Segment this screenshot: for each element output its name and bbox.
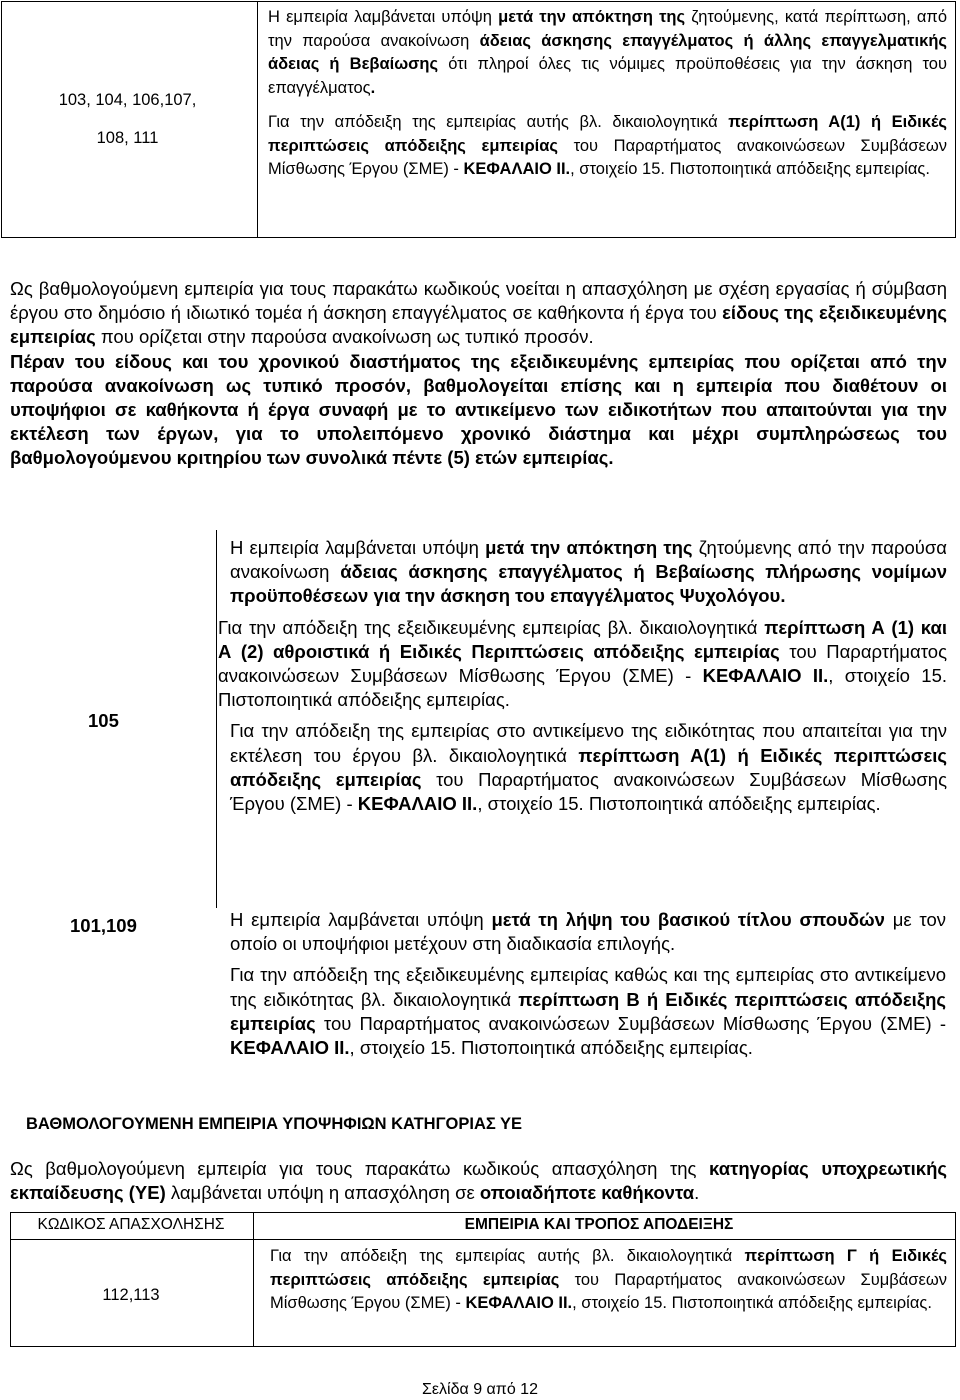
bold-text-run: κατηγορίας υποχρεωτικής εκπαίδευσης (ΥΕ) (10, 1158, 948, 1204)
text-run: , στοιχείο 15. Πιστοποιητικά απόδειξης εμπειρίας. (572, 1294, 932, 1312)
ye-intro (10, 1157, 947, 1205)
experience-paragraph (268, 6, 947, 100)
bold-text-run: μετά την απόκτηση της (485, 537, 693, 558)
experience-description-cell (218, 536, 947, 816)
column-header-code: ΚΩΔΙΚΟΣ ΑΠΑΣΧΟΛΗΣΗΣ (37, 1216, 225, 1233)
bold-text-run: περίπτωση Α(1) ή Ειδικές περιπτώσεις απόδειξης εμπειρίας (230, 744, 947, 790)
bold-text-run: ΚΕΦΑΛΑΙΟ ΙΙ. (465, 1294, 573, 1312)
text-run: με τον οποίο οι υποψήφιοι μετέχουν στη διαδικασία επιλογής. (230, 909, 946, 955)
bold-text-run: ΚΕΦΑΛΑΙΟ ΙΙ. (702, 665, 829, 687)
column-header-experience: ΕΜΠΕΙΡΙΑ ΚΑΙ ΤΡΟΠΟΣ ΑΠΟΔΕΙΞΗΣ (464, 1216, 734, 1233)
text-run: του Παραρτήματος ανακοινώσεων Συμβάσεων Μίσθωσης Έργου (ΣΜΕ) - (218, 640, 947, 687)
column-divider (216, 530, 217, 908)
proof-paragraph (218, 616, 947, 713)
text-run: Η εμπειρία λαμβάνεται υπόψη (268, 8, 499, 26)
experience-paragraph (230, 908, 946, 956)
text-run: Για την απόδειξη της εξειδικευμένης εμπειρίας καθώς και της εμπειρίας στο αντικείμενο της ειδικότητας βλ. δικαιολογητικά (230, 964, 946, 1010)
text-run: , στοιχείο 15. Πιστοποιητικά απόδειξης εμπειρίας. (349, 1037, 753, 1059)
text-run: του Παραρτήματος ανακοινώσεων Συμβάσεων Μίσθωσης Έργου (ΣΜΕ) - (268, 136, 947, 178)
text-run: ότι πληροί όλες τις νόμιμες προϋποθέσεις για την άσκηση του επαγγέλματος (268, 55, 947, 97)
ye-intro-paragraph (10, 1157, 947, 1205)
experience-description-cell (230, 908, 946, 1060)
job-code-line-1: 103, 104, 106,107, (58, 91, 197, 109)
bold-text-run: περίπτωση Γ ή Ειδικές περιπτώσεις απόδειξης εμπειρίας (270, 1247, 947, 1289)
bold-text-run: ΚΕΦΑΛΑΙΟ ΙΙ. (357, 793, 478, 815)
text-run: Ως βαθμολογούμενη εμπειρία για τους παρακάτω κωδικούς νοείται η απασχόληση με σχέση εργασίας ή σύμβαση έργου στο δημόσιο ή ιδιωτικό τομέα ή άσκηση επαγγέλματος σε καθήκοντα ή έργα του (10, 278, 947, 324)
text-run: του Παραρτήματος ανακοινώσεων Συμβάσεων Μίσθωσης Έργου (ΣΜΕ) - (315, 1012, 946, 1034)
scored-experience-intro (10, 277, 947, 471)
proof-paragraph (270, 1245, 947, 1316)
bold-text-run: άδειας άσκησης επαγγέλματος ή Βεβαίωσης πλήρωσης νομίμων προϋποθέσεων για την άσκηση του επαγγέλματος Ψυχολόγου. (230, 561, 947, 607)
column-divider (257, 2, 258, 237)
bold-text-run: μετά την απόκτηση της (498, 8, 686, 26)
experience-description-cell (270, 1245, 947, 1316)
text-run: , στοιχείο 15. Πιστοποιητικά απόδειξης εμπειρίας. (570, 160, 930, 178)
bold-text-run: οποιαδήποτε καθήκοντα (479, 1182, 695, 1204)
text-run: Για την απόδειξη της εμπειρίας αυτής βλ. δικαιολογητικά (270, 1247, 745, 1265)
text-run: Ως βαθμολογούμενη εμπειρία για τους παρακάτω κωδικούς απασχόληση της (10, 1158, 709, 1179)
page-number-footer: Σελίδα 9 από 12 (422, 1381, 538, 1398)
job-code-cell: 105 (88, 710, 119, 731)
header-divider (11, 1239, 955, 1240)
bold-text-run: ΚΕΦΑΛΑΙΟ ΙΙ. (463, 160, 571, 178)
bold-text-run: άδειας άσκησης επαγγέλματος ή άλλης επαγγελματικής άδειας ή Βεβαίωσης (268, 31, 947, 73)
proof-paragraph (230, 963, 946, 1060)
intro-paragraph (10, 277, 947, 350)
text-run: του Παραρτήματος ανακοινώσεων Συμβάσεων Μίσθωσης Έργου (ΣΜΕ) - (270, 1270, 947, 1312)
text-run: ζητούμενης, κατά περίπτωση, από την παρούσα ανακοίνωση (268, 8, 947, 50)
text-run: ζητούμενης από την παρούσα ανακοίνωση (230, 537, 947, 583)
ye-section-heading: ΒΑΘΜΟΛΟΓΟΥΜΕΝΗ ΕΜΠΕΙΡΙΑ ΥΠΟΨΗΦΙΩΝ ΚΑΤΗΓΟΡΙΑΣ ΥΕ (26, 1115, 523, 1133)
text-run: Η εμπειρία λαμβάνεται υπόψη (230, 537, 486, 558)
job-code-cell: 112,113 (102, 1286, 160, 1304)
job-code-line-2: 108, 111 (96, 128, 159, 147)
bold-text-run: ΚΕΦΑΛΑΙΟ ΙΙ. (230, 1037, 350, 1059)
text-run: λαμβάνεται υπόψη η απασχόληση σε (165, 1182, 480, 1204)
bold-text-run: Πέραν του είδους και του χρονικού διαστήματος της εξειδικευμένης εμπειρίας που ορίζεται από την παρούσα ανακοίνωση ως τυπικό προσόν, βαθμολογείται επίσης και η εμπειρία που διαθέτουν οι υποψήφιοι σε καθήκοντα ή έργα συναφή με το αντικείμενο των ειδικοτήτων που απαιτούνται για την εκτέλεση των έργων, για το υπολειπόμενο χρονικό διάστημα και μέχρι συμπληρώσεως του βαθμολογούμενου κριτηρίου των συνολικά πέντε (5) ετών εμπειρίας. (10, 350, 947, 469)
bold-text-run: περίπτωση Α(1) ή Ειδικές περιπτώσεις απόδειξης εμπειρίας (268, 113, 947, 155)
bold-text-run: περίπτωση Β ή Ειδικές περιπτώσεις απόδειξης εμπειρίας (230, 988, 946, 1034)
job-code-cell: 101,109 (70, 915, 137, 936)
experience-description-cell (268, 6, 947, 182)
text-run: Η εμπειρία λαμβάνεται υπόψη (230, 909, 492, 930)
text-run: Για την απόδειξη της εξειδικευμένης εμπειρίας βλ. δικαιολογητικά (218, 616, 765, 638)
bold-text-run: περίπτωση Α (1) και Α (2) αθροιστικά ή Ειδικές Περιπτώσεις απόδειξης εμπειρίας (218, 616, 948, 662)
bold-text-run: μετά τη λήψη του βασικού τίτλου σπουδών (491, 909, 885, 930)
text-run: Για την απόδειξη της εμπειρίας αυτής βλ. δικαιολογητικά (268, 113, 729, 131)
text-run: που ορίζεται στην παρούσα ανακοίνωση ως τυπικό προσόν. (95, 326, 594, 348)
intro-bold-paragraph (10, 350, 947, 471)
text-run: του Παραρτήματος ανακοινώσεων Συμβάσεων Μίσθωσης Έργου (ΣΜΕ) - (230, 768, 947, 815)
proof-paragraph (268, 111, 947, 182)
bold-text-run: . (370, 78, 376, 97)
text-run: , στοιχείο 15. Πιστοποιητικά απόδειξης εμπειρίας. (477, 793, 881, 815)
text-run: , στοιχείο 15. Πιστοποιητικά απόδειξης εμπειρίας. (218, 665, 948, 711)
text-run: Για την απόδειξη της εμπειρίας στο αντικείμενο της ειδικότητας που απαιτείται για την εκτέλεση του έργου βλ. δικαιολογητικά (230, 720, 947, 766)
experience-paragraph (218, 536, 947, 609)
specialty-proof-paragraph (218, 719, 947, 816)
job-code-cell (6, 89, 249, 150)
text-run: . (694, 1182, 700, 1204)
bold-text-run: είδους της εξειδικευμένης εμπειρίας (10, 302, 947, 348)
